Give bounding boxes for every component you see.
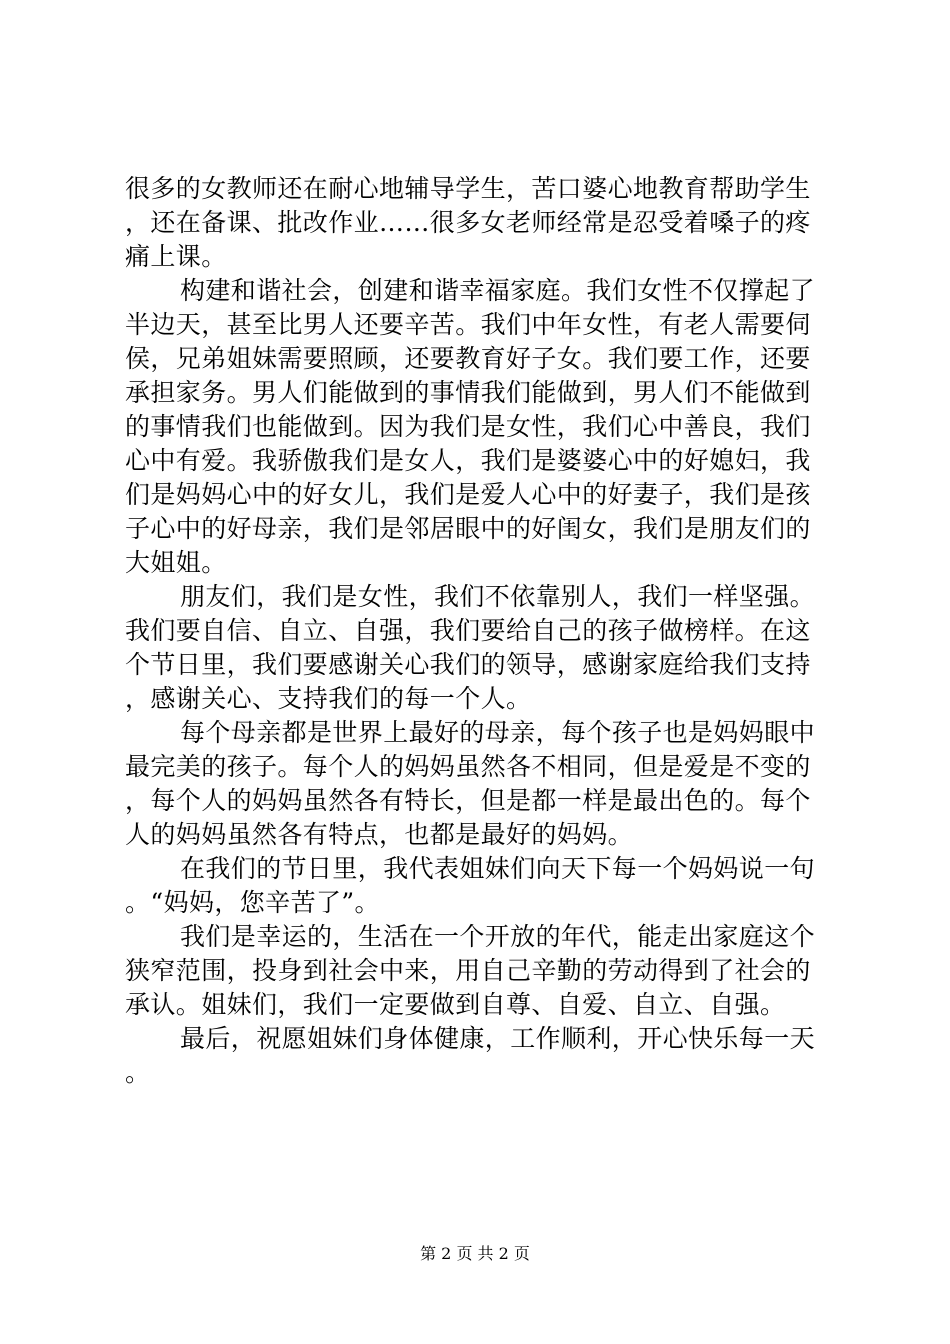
page-footer: 第 2 页 共 2 页: [420, 1244, 530, 1263]
paragraph-6: 我们是幸运的，生活在一个开放的年代，能走出家庭这个狭窄范围，投身到社会中来，用自己辛勤的劳动得到了社会的承认。姐妹们，我们一定要做到自尊、自爱、自立、自强。: [125, 922, 816, 1019]
paragraph-1: 很多的女教师还在耐心地辅导学生，苦口婆心地教育帮助学生，还在备课、批改作业……很多女老师经常是忍受着嗓子的疼痛上课。: [125, 174, 811, 271]
document-body: [125, 172, 830, 1090]
paragraph-3: 朋友们，我们是女性，我们不依靠别人，我们一样坚强。我们要自信、自立、自强，我们要给自己的孩子做榜样。在这个节日里，我们要感谢关心我们的领导，感谢家庭给我们支持，感谢关心、支持我们的每一个人。: [125, 582, 816, 713]
paragraph-2: 构建和谐社会，创建和谐幸福家庭。我们女性不仅撑起了半边天，甚至比男人还要辛苦。我们中年女性，有老人需要伺侯，兄弟姐妹需要照顾，还要教育好子女。我们要工作，还要承担家务。男人们能做到的事情我们能做到，男人们不能做到的事情我们也能做到。因为我们是女性，我们心中善良，我们心中有爱。我骄傲我们是女人，我们是婆婆心中的好媳妇，我们是妈妈心中的好女儿，我们是爱人心中的好妻子，我们是孩子心中的好母亲，我们是邻居眼中的好闺女，我们是朋友们的大姐姐。: [125, 276, 816, 577]
paragraph-5: 在我们的节日里，我代表姐妹们向天下每一个妈妈说一句。“妈妈，您辛苦了”。: [125, 854, 816, 917]
paragraph-7: 最后，祝愿姐妹们身体健康，工作顺利，开心快乐每一天。: [125, 1024, 816, 1087]
paragraph-4: 每个母亲都是世界上最好的母亲，每个孩子也是妈妈眼中最完美的孩子。每个人的妈妈虽然各不相同，但是爱是不变的，每个人的妈妈虽然各有特长，但是都一样是最出色的。每个人的妈妈虽然各有特点，也都是最好的妈妈。: [125, 718, 816, 849]
